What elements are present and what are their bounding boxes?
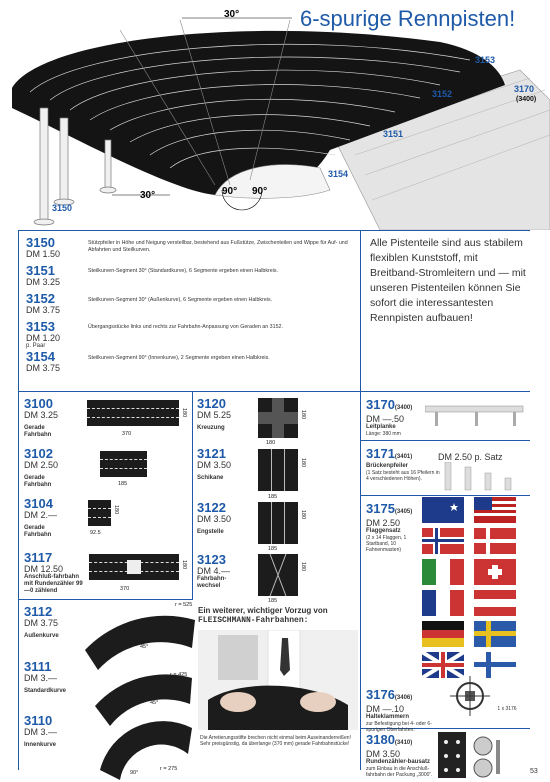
track-chicane <box>258 449 298 491</box>
dim-width: 180 <box>300 510 306 520</box>
product-number: 3171 <box>366 446 395 461</box>
callout-3170-sub: (3400) <box>516 96 537 103</box>
photo-heading-line2: FLEISCHMANN-Fahrbahnen: <box>198 616 309 625</box>
clip-label: 1 x 3176 <box>497 706 517 712</box>
callout-3154: 3154 <box>328 169 349 179</box>
photo-heading <box>198 606 356 626</box>
callout-3152: 3152 <box>432 89 453 99</box>
track-bottleneck <box>258 502 298 544</box>
product-label: Gerade Fahrbahn <box>24 525 52 538</box>
product-description: (1 Satz besteht aus 16 Pfeilern in 4 verschiedenen Höhen). <box>366 470 440 482</box>
dim-width: 180 <box>300 458 306 468</box>
product-3121 <box>197 447 257 482</box>
track-lane-change <box>258 554 298 596</box>
dim-length: 185 <box>268 598 278 604</box>
product-label: Gerade Fahrbahn <box>24 425 52 438</box>
divider <box>192 391 193 599</box>
product-price: DM 2.50 p. Satz <box>438 452 503 462</box>
product-number: 3104 <box>24 496 53 511</box>
product-number: 3121 <box>197 446 226 461</box>
product-label: Engstelle <box>197 529 224 535</box>
clip-image <box>450 676 490 716</box>
product-price: DM 3.75 <box>24 618 59 628</box>
product-number: 3180 <box>366 732 395 747</box>
dim-length: 370 <box>120 586 130 592</box>
product-label: Innenkurve <box>24 742 57 748</box>
product-price: DM —.50 <box>366 414 405 424</box>
product-sub: (3410) <box>394 740 413 746</box>
flag-usa-icon <box>474 497 516 523</box>
product-description: Länge: 380 mm <box>366 431 401 437</box>
callout-3151: 3151 <box>383 129 404 139</box>
product-3175 <box>366 500 421 553</box>
divider <box>360 440 530 441</box>
product-number: 3120 <box>197 396 226 411</box>
desc-item <box>26 292 60 315</box>
product-sub: (3401) <box>394 454 413 460</box>
dim-radius: r = 425 <box>170 672 188 678</box>
product-price: DM 3.25 <box>24 410 59 420</box>
product-label: Gerade Fahrbahn <box>24 475 52 488</box>
track-straight-half <box>100 451 147 477</box>
promo-text: Alle Pistenteile sind aus stabilem flexiblen Kunststoff, mit Breitband-Stromleitern und — mit unseren Pistenteilen können Sie sofort die interessantesten Rennpisten aufbauen! <box>370 237 526 324</box>
product-number: 3153 <box>26 319 55 334</box>
product-price: DM 4.— <box>197 566 231 576</box>
callout-3153: 3153 <box>475 55 496 65</box>
product-label: Außenkurve <box>24 633 59 639</box>
product-3180 <box>366 731 436 778</box>
product-price: DM 3.— <box>24 727 58 737</box>
product-3122 <box>197 501 257 536</box>
track-lap-counter <box>89 554 179 580</box>
product-label: Flaggensatz <box>366 528 401 534</box>
product-description: Steilkurven-Segment 30° (Außenkurve), 6 Segmente ergeben einen Halbkreis. <box>88 297 273 303</box>
flag-germany-icon <box>422 621 464 647</box>
product-number: 3175 <box>366 501 395 516</box>
product-description: (2 x 14 Flaggen, 1 Startband, 10 Fahnenmasten) <box>366 535 407 553</box>
flag-france-icon <box>422 590 464 616</box>
product-description: Steilkurven-Segment 30° (Standardkurve), 6 Segmente ergeben einen Halbkreis. <box>88 268 278 274</box>
lap-counter-kit-image <box>438 732 510 780</box>
product-description: zur Befestigung bei 4- oder 6-spurigen Oberfahrten. <box>366 721 432 733</box>
desc-item <box>26 320 60 349</box>
product-price: DM 3.25 <box>26 277 61 287</box>
track-straight-quarter <box>88 500 111 526</box>
dim-length: 92.5 <box>90 530 101 536</box>
product-number: 3111 <box>24 659 52 674</box>
product-number: 3123 <box>197 552 226 567</box>
product-3120 <box>197 397 257 432</box>
product-3110 <box>24 714 84 749</box>
track-crossing <box>258 398 298 438</box>
page-number: 53 <box>530 768 538 775</box>
flag-austria-icon <box>474 590 516 616</box>
product-3111 <box>24 660 84 695</box>
dim-angle: 45° <box>140 644 149 650</box>
page-title: 6-spurige Rennpisten! <box>300 6 516 31</box>
product-price: DM 3.75 <box>26 305 61 315</box>
dim-radius: r = 275 <box>160 766 178 772</box>
product-3171 <box>366 445 441 482</box>
angle-bottom-right-label: 90° <box>252 186 268 197</box>
product-number: 3151 <box>26 263 55 278</box>
banked-curve-illustration <box>0 0 550 230</box>
product-price: DM 3.50 <box>197 514 232 524</box>
product-label: Anschluß-fahrbahn mit Rundenzähler 99—0 zählend <box>24 574 83 594</box>
photo-heading-line1: Ein weiterer, wichtiger Vorzug von <box>198 606 328 615</box>
product-3104 <box>24 497 84 539</box>
dim-width: 180 <box>300 562 306 572</box>
dim-angle: 45° <box>150 700 159 706</box>
product-price: DM 5.25 <box>197 410 232 420</box>
product-3100 <box>24 397 84 439</box>
product-label: Fahrbahn-wechsel <box>197 576 227 589</box>
desc-item <box>26 236 60 259</box>
photo-caption: Die Arretierungsstifte brechen nicht einmal beim Auseinanderreißen! Sehr preisgünstig, da überlange (370 mm) gerade Fahrbahnstücke! <box>200 735 351 747</box>
product-sub: (3405) <box>394 509 413 515</box>
product-label: Kreuzung <box>197 425 225 431</box>
product-price: DM 3.— <box>24 673 58 683</box>
dim-length: 370 <box>122 431 132 437</box>
product-sub: (3406) <box>394 695 413 701</box>
product-sub: (3400) <box>394 405 413 411</box>
divider <box>360 230 361 770</box>
dim-width: 180 <box>181 408 187 418</box>
desc-item <box>26 350 60 373</box>
product-3170 <box>366 396 426 437</box>
flag-sweden-icon <box>474 621 516 647</box>
product-price: DM 3.50 <box>366 749 401 759</box>
product-number: 3112 <box>24 604 53 619</box>
product-description: Steilkurven-Segment 90° (Innenkurve), 2 Segmente ergeben einen Halbkreis. <box>88 355 270 361</box>
flag-italy-icon <box>422 559 464 585</box>
product-label: Brückenpfeiler <box>366 463 409 469</box>
product-number: 3100 <box>24 396 53 411</box>
dim-length: 185 <box>268 494 278 500</box>
product-price: DM 2.50 <box>366 518 401 528</box>
flag-switzerland-icon <box>474 559 516 585</box>
callout-3170: 3170 <box>514 84 535 94</box>
product-price: DM 2.— <box>24 510 58 520</box>
dim-length: 180 <box>266 440 276 446</box>
dim-width: 180 <box>300 410 306 420</box>
product-number: 3170 <box>366 397 395 412</box>
product-label: Schikane <box>197 475 224 481</box>
product-3123 <box>197 553 257 590</box>
guardrail-image <box>425 402 525 432</box>
flag-australia-icon <box>422 497 464 523</box>
product-price-unit: p. Paar <box>26 343 46 349</box>
product-price: DM 3.50 <box>197 460 232 470</box>
flag-finland-icon <box>474 652 516 678</box>
product-3117 <box>24 551 90 595</box>
product-number: 3102 <box>24 446 53 461</box>
flag-denmark-icon <box>474 528 516 554</box>
divider <box>360 495 530 496</box>
divider <box>18 391 530 392</box>
photo-hands-track <box>198 630 358 730</box>
angle-left-label: 30° <box>140 190 156 201</box>
product-3176 <box>366 686 446 733</box>
dim-length: 185 <box>118 481 128 487</box>
dim-radius: r = 525 <box>175 602 193 608</box>
dim-length: 185 <box>268 546 278 552</box>
product-description: Übergangsstücke links und rechts zur Fahrbahn-Anpassung von Geraden an 3152. <box>88 324 283 330</box>
flag-uk-icon <box>422 652 464 678</box>
product-number: 3176 <box>366 687 395 702</box>
product-3102 <box>24 447 84 489</box>
dim-width: 180 <box>181 560 187 570</box>
product-price: DM 12.50 <box>24 564 64 574</box>
product-price: DM —.10 <box>366 704 405 714</box>
product-label: Standardkurve <box>24 688 67 694</box>
product-price: DM 3.75 <box>26 363 61 373</box>
product-number: 3154 <box>26 349 55 364</box>
product-label: Halteklammern <box>366 714 410 720</box>
product-number: 3122 <box>197 500 226 515</box>
product-3112 <box>24 605 84 640</box>
product-label: Rundenzähler-bausatz <box>366 759 431 765</box>
divider <box>18 230 530 231</box>
product-number: 3152 <box>26 291 55 306</box>
dim-angle: 90° <box>130 770 139 776</box>
callout-3150: 3150 <box>52 203 73 213</box>
product-number: 3150 <box>26 235 55 250</box>
product-price: DM 1.20 <box>26 333 61 343</box>
product-number: 3117 <box>24 550 53 565</box>
flag-norway-icon <box>422 528 464 554</box>
angle-top-label: 30° <box>224 9 240 20</box>
track-straight <box>87 400 179 426</box>
product-label: Leitplanke <box>366 424 396 430</box>
product-description: zum Einbau in die Anschluß-fahrbahn der Packung „3000“. <box>366 766 433 778</box>
product-number: 3110 <box>24 713 53 728</box>
bridge-pillars-image <box>440 462 525 492</box>
dim-width: 180 <box>113 505 119 515</box>
desc-item <box>26 264 60 287</box>
product-description: Stützpfeiler in Höhe und Neigung verstellbar, bestehend aus Fußstütze, Zwischenteilen und Wippe für Auf- und Abfahrten und Steilkurven. <box>88 240 348 253</box>
angle-bottom-left-label: 90° <box>222 186 238 197</box>
product-price: DM 1.50 <box>26 249 61 259</box>
product-price: DM 2.50 <box>24 460 59 470</box>
